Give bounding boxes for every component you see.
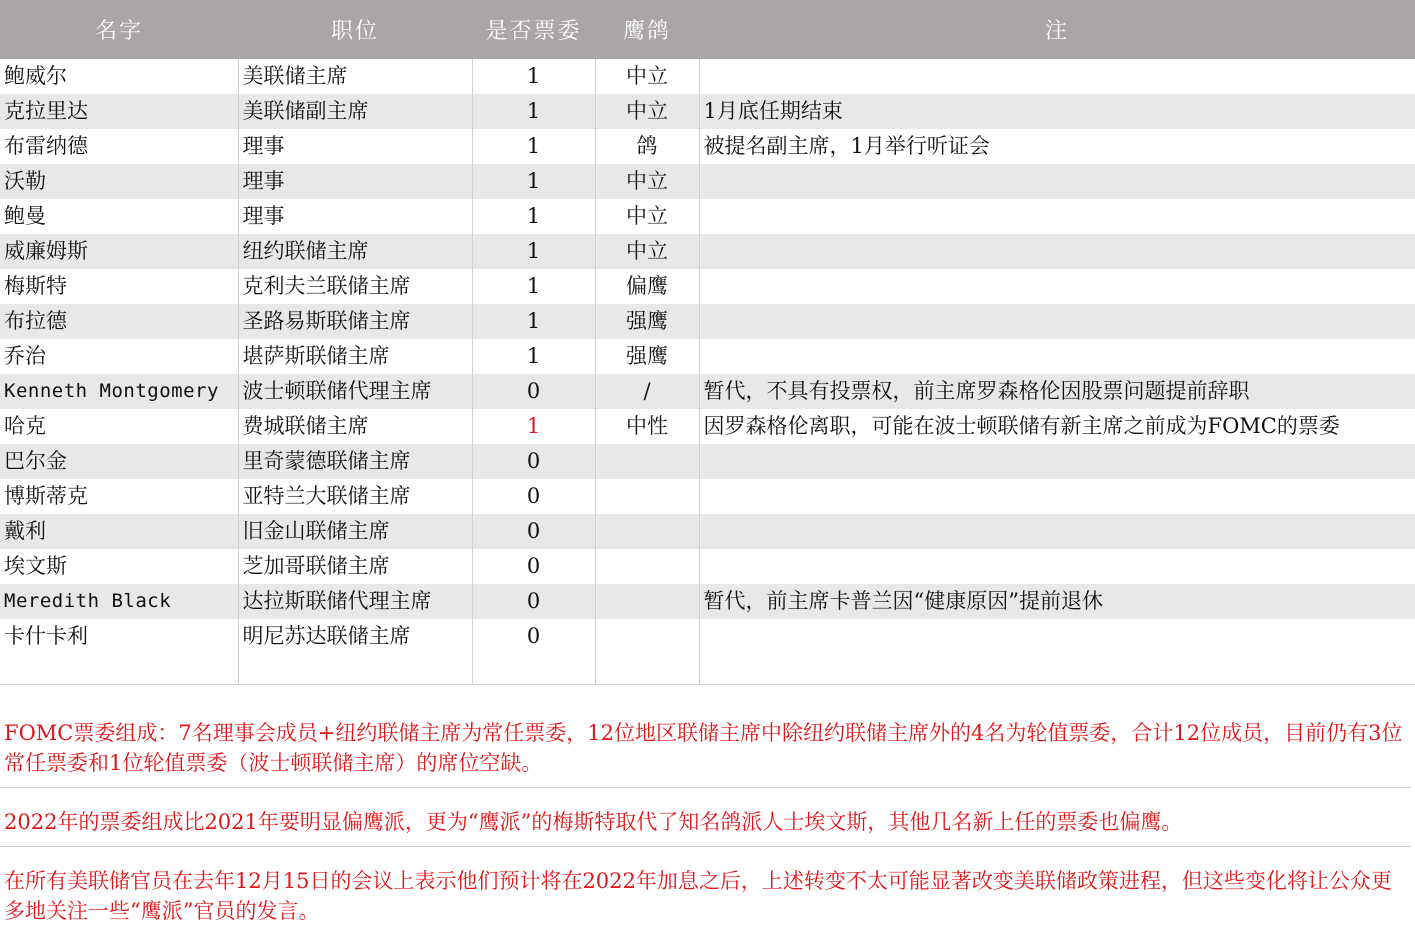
cell-note[interactable]: 被提名副主席，1月举行听证会	[699, 129, 1415, 164]
cell-note[interactable]	[699, 514, 1415, 549]
cell-name[interactable]: 埃文斯	[0, 549, 238, 584]
cell-stance[interactable]: 偏鹰	[595, 269, 699, 304]
empty-cell[interactable]	[595, 654, 699, 685]
cell-name[interactable]: 哈克	[0, 409, 238, 444]
cell-position[interactable]: 理事	[238, 129, 472, 164]
cell-stance[interactable]	[595, 514, 699, 549]
cell-note[interactable]	[699, 164, 1415, 199]
cell-stance[interactable]	[595, 584, 699, 619]
table-row	[0, 514, 1415, 549]
cell-position[interactable]: 旧金山联储主席	[238, 514, 472, 549]
table-row	[0, 584, 1415, 619]
cell-voter[interactable]: 1	[472, 59, 595, 94]
table-row	[0, 549, 1415, 584]
cell-position[interactable]: 里奇蒙德联储主席	[238, 444, 472, 479]
cell-position[interactable]: 波士顿联储代理主席	[238, 374, 472, 409]
cell-name[interactable]: 克拉里达	[0, 94, 238, 129]
cell-voter[interactable]: 0	[472, 479, 595, 514]
cell-position[interactable]: 明尼苏达联储主席	[238, 619, 472, 654]
cell-position[interactable]: 美联储副主席	[238, 94, 472, 129]
cell-position[interactable]: 理事	[238, 164, 472, 199]
cell-name[interactable]: 布雷纳德	[0, 129, 238, 164]
cell-stance[interactable]: 强鹰	[595, 304, 699, 339]
cell-voter[interactable]: 1	[472, 304, 595, 339]
table-row	[0, 339, 1415, 374]
cell-note[interactable]	[699, 549, 1415, 584]
cell-position[interactable]: 圣路易斯联储主席	[238, 304, 472, 339]
cell-name[interactable]: 博斯蒂克	[0, 479, 238, 514]
cell-name[interactable]: 威廉姆斯	[0, 234, 238, 269]
cell-note[interactable]	[699, 199, 1415, 234]
header-voter[interactable]: 是否票委	[472, 0, 595, 59]
cell-name[interactable]: 戴利	[0, 514, 238, 549]
cell-position[interactable]: 堪萨斯联储主席	[238, 339, 472, 374]
table-row	[0, 164, 1415, 199]
cell-position[interactable]: 费城联储主席	[238, 409, 472, 444]
note-composition[interactable]: FOMC票委组成：7名理事会成员+纽约联储主席为常任票委，12位地区联储主席中除纽约联储主席外的4名为轮值票委，合计12位成员，目前仍有3位常任票委和1位轮值票委（波士顿联储主席）的席位空缺。	[0, 702, 1411, 788]
header-name[interactable]: 名字	[0, 0, 238, 59]
cell-voter[interactable]: 1	[472, 269, 595, 304]
cell-stance[interactable]: 中立	[595, 199, 699, 234]
cell-stance[interactable]: /	[595, 374, 699, 409]
cell-stance[interactable]: 中立	[595, 59, 699, 94]
cell-stance[interactable]	[595, 619, 699, 654]
cell-note[interactable]	[699, 304, 1415, 339]
cell-name[interactable]: 梅斯特	[0, 269, 238, 304]
header-row	[0, 0, 1415, 59]
cell-position[interactable]: 纽约联储主席	[238, 234, 472, 269]
cell-name[interactable]: 鲍威尔	[0, 59, 238, 94]
header-stance[interactable]: 鹰鸽	[595, 0, 699, 59]
empty-cell[interactable]	[699, 654, 1415, 685]
cell-name[interactable]: 乔治	[0, 339, 238, 374]
cell-note[interactable]	[699, 339, 1415, 374]
cell-name[interactable]: 鲍曼	[0, 199, 238, 234]
cell-voter[interactable]: 0	[472, 584, 595, 619]
note-hawkish-shift[interactable]: 2022年的票委组成比2021年要明显偏鹰派，更为“鹰派”的梅斯特取代了知名鸽派人士埃文斯，其他几名新上任的票委也偏鹰。	[0, 789, 1411, 847]
header-position[interactable]: 职位	[238, 0, 472, 59]
cell-stance[interactable]: 中立	[595, 164, 699, 199]
cell-note[interactable]: 1月底任期结束	[699, 94, 1415, 129]
table-row	[0, 374, 1415, 409]
table-row	[0, 479, 1415, 514]
cell-name[interactable]: Kenneth Montgomery	[0, 374, 238, 409]
cell-voter[interactable]: 1	[472, 409, 595, 444]
note-policy-outlook[interactable]: 在所有美联储官员在去年12月15日的会议上表示他们预计将在2022年加息之后，上述转变不太可能显著改变美联储政策进程，但这些变化将让公众更多地关注一些“鹰派”官员的发言。	[4, 869, 1392, 923]
table-row	[0, 199, 1415, 234]
cell-note[interactable]: 因罗森格伦离职，可能在波士顿联储有新主席之前成为FOMC的票委	[699, 409, 1415, 444]
table-row	[0, 269, 1415, 304]
table-row	[0, 444, 1415, 479]
empty-cell[interactable]	[472, 654, 595, 685]
cell-note[interactable]	[699, 619, 1415, 654]
cell-voter[interactable]: 1	[472, 129, 595, 164]
cell-voter[interactable]: 1	[472, 199, 595, 234]
cell-name[interactable]: 卡什卡利	[0, 619, 238, 654]
table-row	[0, 129, 1415, 164]
cell-position[interactable]: 芝加哥联储主席	[238, 549, 472, 584]
table-row	[0, 234, 1415, 269]
cell-note[interactable]	[699, 444, 1415, 479]
table-row	[0, 304, 1415, 339]
empty-row	[0, 654, 1415, 685]
cell-note[interactable]	[699, 59, 1415, 94]
cell-voter[interactable]: 0	[472, 444, 595, 479]
cell-stance[interactable]: 鸽	[595, 129, 699, 164]
cell-voter[interactable]: 1	[472, 94, 595, 129]
cell-position[interactable]: 达拉斯联储代理主席	[238, 584, 472, 619]
cell-stance[interactable]: 中立	[595, 94, 699, 129]
cell-position[interactable]: 理事	[238, 199, 472, 234]
cell-voter[interactable]: 1	[472, 234, 595, 269]
cell-note[interactable]	[699, 269, 1415, 304]
header-note[interactable]: 注	[699, 0, 1415, 59]
table-row	[0, 409, 1415, 444]
cell-note[interactable]: 暂代，前主席卡普兰因“健康原因”提前退休	[699, 584, 1415, 619]
cell-stance[interactable]	[595, 444, 699, 479]
cell-position[interactable]: 亚特兰大联储主席	[238, 479, 472, 514]
cell-voter[interactable]: 1	[472, 339, 595, 374]
table-row	[0, 619, 1415, 654]
cell-note[interactable]	[699, 479, 1415, 514]
cell-stance[interactable]: 强鹰	[595, 339, 699, 374]
cell-stance[interactable]: 中性	[595, 409, 699, 444]
cell-voter[interactable]: 1	[472, 164, 595, 199]
cell-voter[interactable]: 0	[472, 549, 595, 584]
cell-stance[interactable]	[595, 549, 699, 584]
cell-stance[interactable]: 中立	[595, 234, 699, 269]
cell-name[interactable]: 巴尔金	[0, 444, 238, 479]
cell-note[interactable]: 暂代，不具有投票权，前主席罗森格伦因股票问题提前辞职	[699, 374, 1415, 409]
cell-stance[interactable]	[595, 479, 699, 514]
cell-note[interactable]	[699, 234, 1415, 269]
cell-name[interactable]: 沃勒	[0, 164, 238, 199]
empty-cell[interactable]	[238, 654, 472, 685]
table-row	[0, 94, 1415, 129]
cell-position[interactable]: 克利夫兰联储主席	[238, 269, 472, 304]
cell-voter[interactable]: 0	[472, 619, 595, 654]
cell-voter[interactable]: 0	[472, 374, 595, 409]
cell-voter[interactable]: 0	[472, 514, 595, 549]
cell-name[interactable]: Meredith Black	[0, 584, 238, 619]
empty-cell[interactable]	[0, 654, 238, 685]
cell-name[interactable]: 布拉德	[0, 304, 238, 339]
table-row	[0, 59, 1415, 94]
cell-position[interactable]: 美联储主席	[238, 59, 472, 94]
